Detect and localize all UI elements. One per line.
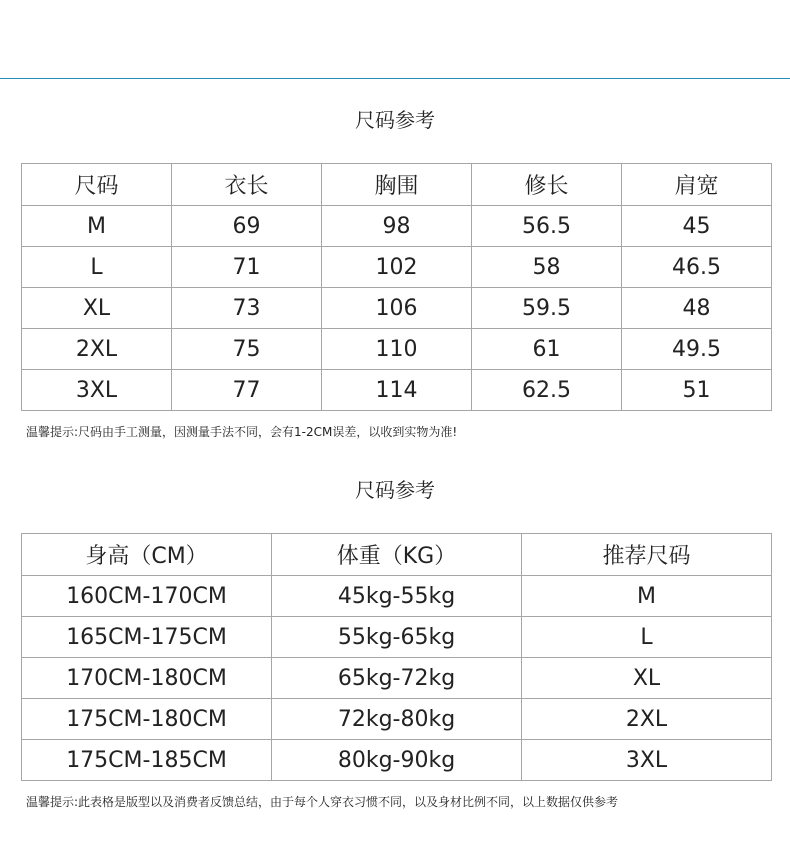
table-header-row	[22, 534, 772, 576]
table-cell: 46.5	[622, 247, 772, 288]
table-cell: 106	[322, 288, 472, 329]
table-cell: 2XL	[22, 329, 172, 370]
table-cell: 2XL	[522, 699, 772, 740]
table-cell: 114	[322, 370, 472, 411]
header-cell: 推荐尺码	[522, 534, 772, 576]
table-cell: 3XL	[22, 370, 172, 411]
table-cell: 72kg-80kg	[272, 699, 522, 740]
table-row	[22, 329, 772, 370]
table-cell: 61	[472, 329, 622, 370]
table-cell: 69	[172, 206, 322, 247]
table-cell: XL	[22, 288, 172, 329]
table-cell: 48	[622, 288, 772, 329]
recommend-chart-table	[21, 533, 772, 781]
size-chart-title: 尺码参考	[355, 108, 435, 132]
table-cell: 3XL	[522, 740, 772, 781]
table-cell: 49.5	[622, 329, 772, 370]
table-cell: 56.5	[472, 206, 622, 247]
header-cell: 衣长	[172, 164, 322, 206]
table-cell: M	[522, 576, 772, 617]
header-cell: 体重（KG）	[272, 534, 522, 576]
table-cell: 45	[622, 206, 772, 247]
table-row	[22, 658, 772, 699]
header-cell: 修长	[472, 164, 622, 206]
table-cell: L	[22, 247, 172, 288]
table-row	[22, 288, 772, 329]
table-cell: 80kg-90kg	[272, 740, 522, 781]
table-cell: XL	[522, 658, 772, 699]
table-cell: 98	[322, 206, 472, 247]
table-cell: 71	[172, 247, 322, 288]
table-cell: 45kg-55kg	[272, 576, 522, 617]
size-chart-note: 温馨提示:尺码由手工测量，因测量手法不同，会有1-2CM误差，以收到实物为准!	[26, 425, 458, 439]
header-cell: 肩宽	[622, 164, 772, 206]
table-header-row	[22, 164, 772, 206]
table-cell: 102	[322, 247, 472, 288]
table-cell: 62.5	[472, 370, 622, 411]
recommend-chart-title: 尺码参考	[355, 478, 435, 502]
table-cell: 160CM-170CM	[22, 576, 272, 617]
table-cell: 51	[622, 370, 772, 411]
table-row	[22, 699, 772, 740]
table-cell: 58	[472, 247, 622, 288]
table-row	[22, 247, 772, 288]
table-cell: L	[522, 617, 772, 658]
table-cell: 175CM-185CM	[22, 740, 272, 781]
table-row	[22, 206, 772, 247]
table-cell: 55kg-65kg	[272, 617, 522, 658]
table-cell: 73	[172, 288, 322, 329]
table-cell: 65kg-72kg	[272, 658, 522, 699]
table-row	[22, 370, 772, 411]
header-cell: 胸围	[322, 164, 472, 206]
table-cell: 165CM-175CM	[22, 617, 272, 658]
table-row	[22, 576, 772, 617]
header-cell: 尺码	[22, 164, 172, 206]
table-cell: 75	[172, 329, 322, 370]
table-cell: 77	[172, 370, 322, 411]
table-row	[22, 617, 772, 658]
size-chart-table	[21, 163, 772, 411]
recommend-chart-note: 温馨提示:此表格是版型以及消费者反馈总结，由于每个人穿衣习惯不同，以及身材比例不同，以上数据仅供参考	[26, 795, 619, 809]
table-cell: 175CM-180CM	[22, 699, 272, 740]
table-row	[22, 740, 772, 781]
table-cell: 110	[322, 329, 472, 370]
top-divider-line	[0, 78, 790, 79]
header-cell: 身高（CM）	[22, 534, 272, 576]
table-cell: 59.5	[472, 288, 622, 329]
table-cell: M	[22, 206, 172, 247]
table-cell: 170CM-180CM	[22, 658, 272, 699]
